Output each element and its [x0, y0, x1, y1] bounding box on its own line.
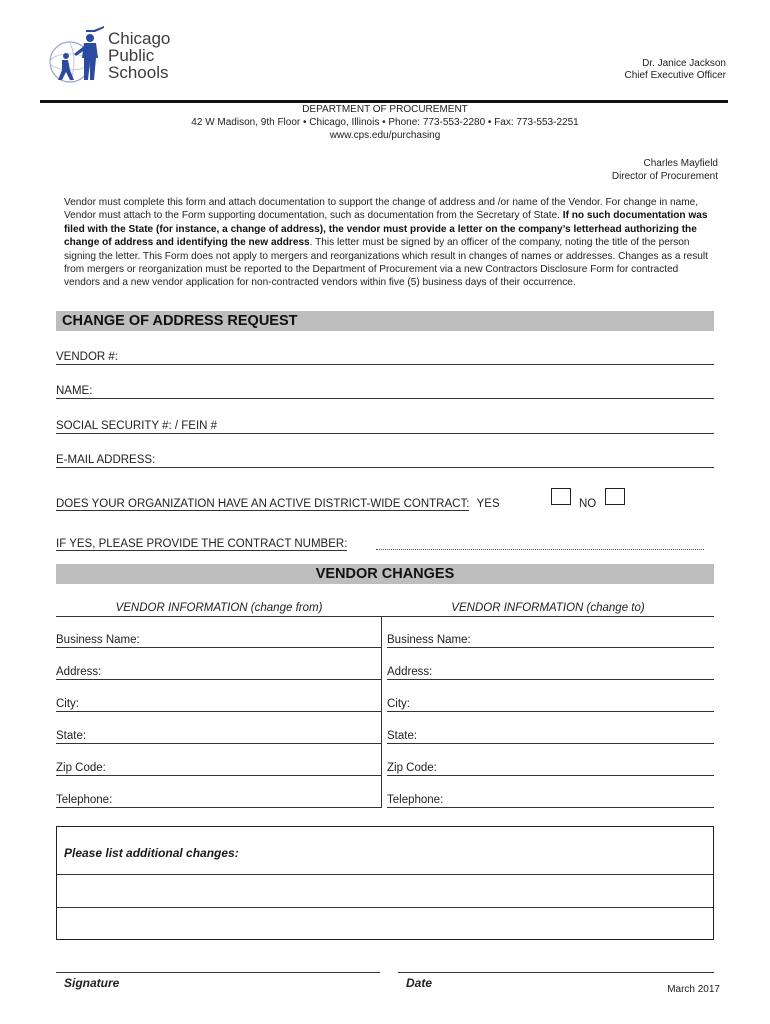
to-address[interactable]: Address: [387, 665, 714, 680]
to-business-name[interactable]: Business Name: [387, 633, 714, 648]
cps-figures-icon [48, 24, 108, 88]
date-label: Date [406, 976, 433, 990]
contract-question-row [56, 497, 500, 511]
department-name: DEPARTMENT OF PROCUREMENT [302, 104, 468, 115]
to-state[interactable]: State: [387, 729, 714, 744]
additional-changes-line-2[interactable] [57, 907, 713, 940]
executive-name: Dr. Janice Jackson [642, 58, 726, 69]
vendor-changes-header: VENDOR CHANGES [56, 564, 714, 584]
contract-question-label: DOES YOUR ORGANIZATION HAVE AN ACTIVE DISTRICT-WIDE CONTRACT: [56, 498, 470, 510]
department-website[interactable]: www.cps.edu/purchasing [329, 130, 441, 141]
additional-changes-label: Please list additional changes: [64, 846, 239, 860]
signature-label: Signature [64, 976, 120, 990]
signature-line[interactable] [56, 972, 380, 973]
instructions-part-2: . This letter must be signed by an officer of the company, noting the title of the person signing the letter. This Form does not apply to mergers and reorganizations which result in changes of names or addresses. Changes as a result from mergers or reorganization must be reported to the Department of Procurement via a new Contractors Disclosure Form for contracted vendors and a new vendor application for non-contracted vendors within five (5) business days of their occurrence. [64, 237, 708, 289]
change-from-header: VENDOR INFORMATION (change from) [56, 601, 382, 617]
from-city[interactable]: City: [56, 697, 381, 712]
contract-number-text: IF YES, PLEASE PROVIDE THE CONTRACT NUMBER: [56, 538, 348, 550]
additional-changes-line-1[interactable] [57, 874, 713, 907]
director-name: Charles Mayfield [643, 158, 718, 169]
logo-line-2: Public [108, 46, 155, 65]
executive-title: Chief Executive Officer [624, 70, 726, 81]
vendor-number-field[interactable]: VENDOR #: [56, 350, 714, 365]
yes-label: YES [476, 498, 500, 510]
department-address: 42 W Madison, 9th Floor • Chicago, Illinois • Phone: 773-553-2280 • Fax: 773-553-2251 [191, 117, 579, 128]
email-field[interactable]: E-MAIL ADDRESS: [56, 453, 714, 468]
no-label: NO [579, 498, 597, 510]
yes-checkbox[interactable] [551, 488, 571, 505]
change-of-address-header: CHANGE OF ADDRESS REQUEST [56, 311, 714, 331]
director-title: Director of Procurement [611, 170, 718, 182]
contract-number-input[interactable] [376, 549, 704, 550]
director-block [612, 158, 718, 183]
from-state[interactable]: State: [56, 729, 381, 744]
column-divider [381, 616, 382, 808]
revision-date: March 2017 [667, 984, 720, 995]
executive-block [624, 58, 726, 82]
ssn-fein-field[interactable]: SOCIAL SECURITY #: / FEIN # [56, 419, 714, 434]
no-checkbox[interactable] [605, 488, 625, 505]
change-to-header: VENDOR INFORMATION (change to) [382, 601, 714, 617]
additional-changes-box [56, 826, 714, 940]
to-telephone[interactable]: Telephone: [387, 793, 714, 808]
instructions-part-1: Vendor must complete this form and attach documentation to support the change of address and /or name of the Vendor. For change in name, Vendor must attach to the Form supporting documentation, such as documentation from the Secretary of State. [64, 197, 699, 222]
to-zip-code[interactable]: Zip Code: [387, 761, 714, 776]
date-line[interactable] [398, 972, 714, 973]
from-address[interactable]: Address: [56, 665, 381, 680]
from-business-name[interactable]: Business Name: [56, 633, 381, 648]
from-telephone[interactable]: Telephone: [56, 793, 381, 808]
from-zip-code[interactable]: Zip Code: [56, 761, 381, 776]
instructions-paragraph [64, 196, 716, 290]
logo-line-3: Schools [108, 63, 169, 82]
contract-number-label [56, 537, 347, 551]
instructions-bold: If no such documentation was filed with the State (for instance, a change of address), the vendor must provide a letter on the company’s letterhead authorizing the change of address and identifying the new address [64, 210, 708, 249]
logo-text [108, 30, 170, 81]
logo-line-1: Chicago [108, 29, 171, 48]
to-city[interactable]: City: [387, 697, 714, 712]
name-field[interactable]: NAME: [56, 384, 714, 399]
